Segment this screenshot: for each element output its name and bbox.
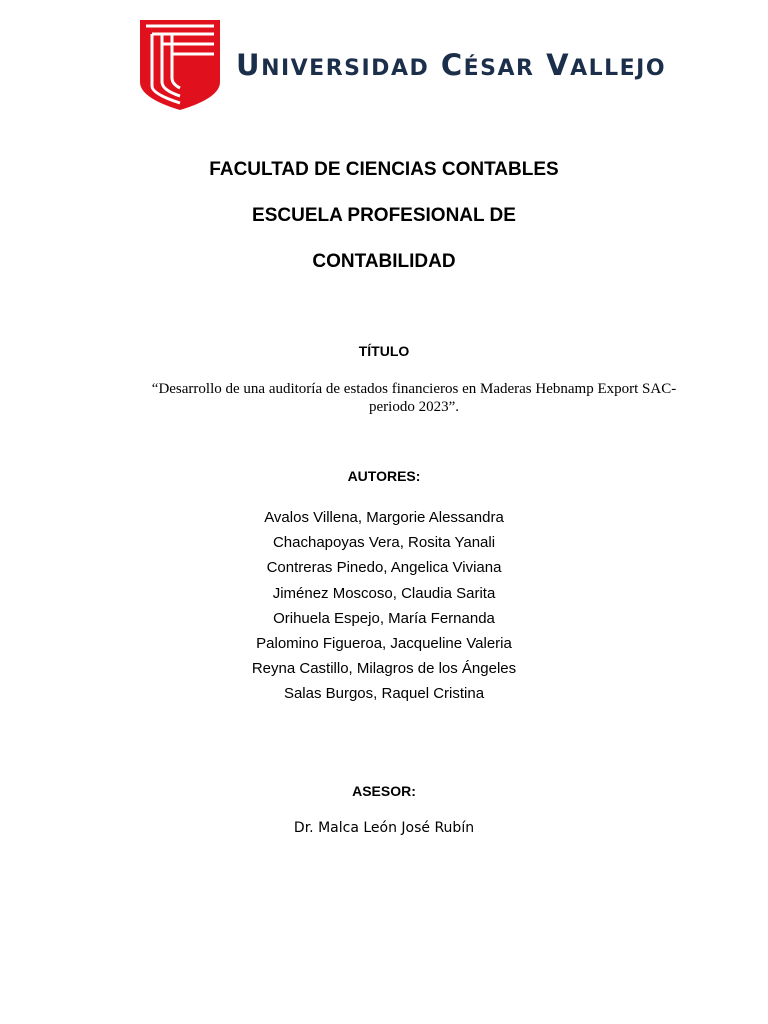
university-name-rest: NIVERSIDAD bbox=[261, 56, 430, 81]
university-name bbox=[236, 48, 666, 82]
author-item: Palomino Figueroa, Jacqueline Valeria bbox=[256, 635, 512, 653]
school-heading-line1: ESCUELA PROFESIONAL DE bbox=[252, 205, 516, 226]
author-item: Orihuela Espejo, María Fernanda bbox=[273, 609, 495, 627]
university-name-initial: U bbox=[236, 48, 262, 82]
authors-list bbox=[0, 505, 768, 707]
university-name-rest: ÉSAR bbox=[463, 56, 535, 81]
university-shield-logo bbox=[140, 20, 220, 110]
university-name-initial: C bbox=[440, 48, 464, 82]
university-name-rest: ALLEJO bbox=[570, 56, 667, 81]
author-item: Contreras Pinedo, Angelica Viviana bbox=[266, 559, 502, 577]
author-item: Chachapoyas Vera, Rosita Yanali bbox=[272, 534, 496, 552]
title-label: TÍTULO bbox=[358, 343, 410, 359]
university-header bbox=[140, 20, 720, 112]
authors-label: AUTORES: bbox=[347, 468, 421, 484]
author-item: Avalos Villena, Margorie Alessandra bbox=[264, 509, 504, 526]
university-name-initial: V bbox=[546, 48, 571, 82]
author-item: Reyna Castillo, Milagros de los Ángeles bbox=[251, 660, 517, 678]
faculty-heading: FACULTAD DE CIENCIAS CONTABLES bbox=[209, 159, 559, 180]
advisor-label: ASESOR: bbox=[352, 783, 416, 799]
school-heading-line2: CONTABILIDAD bbox=[312, 251, 456, 272]
author-item: Salas Burgos, Raquel Cristina bbox=[283, 685, 485, 703]
title-text: “Desarrollo de una auditoría de estados financieros en Maderas Hebnamp Export SAC- periodo 2023”. bbox=[151, 381, 677, 415]
author-item: Jiménez Moscoso, Claudia Sarita bbox=[272, 584, 496, 602]
advisor-name: Dr. Malca León José Rubín bbox=[293, 820, 475, 836]
